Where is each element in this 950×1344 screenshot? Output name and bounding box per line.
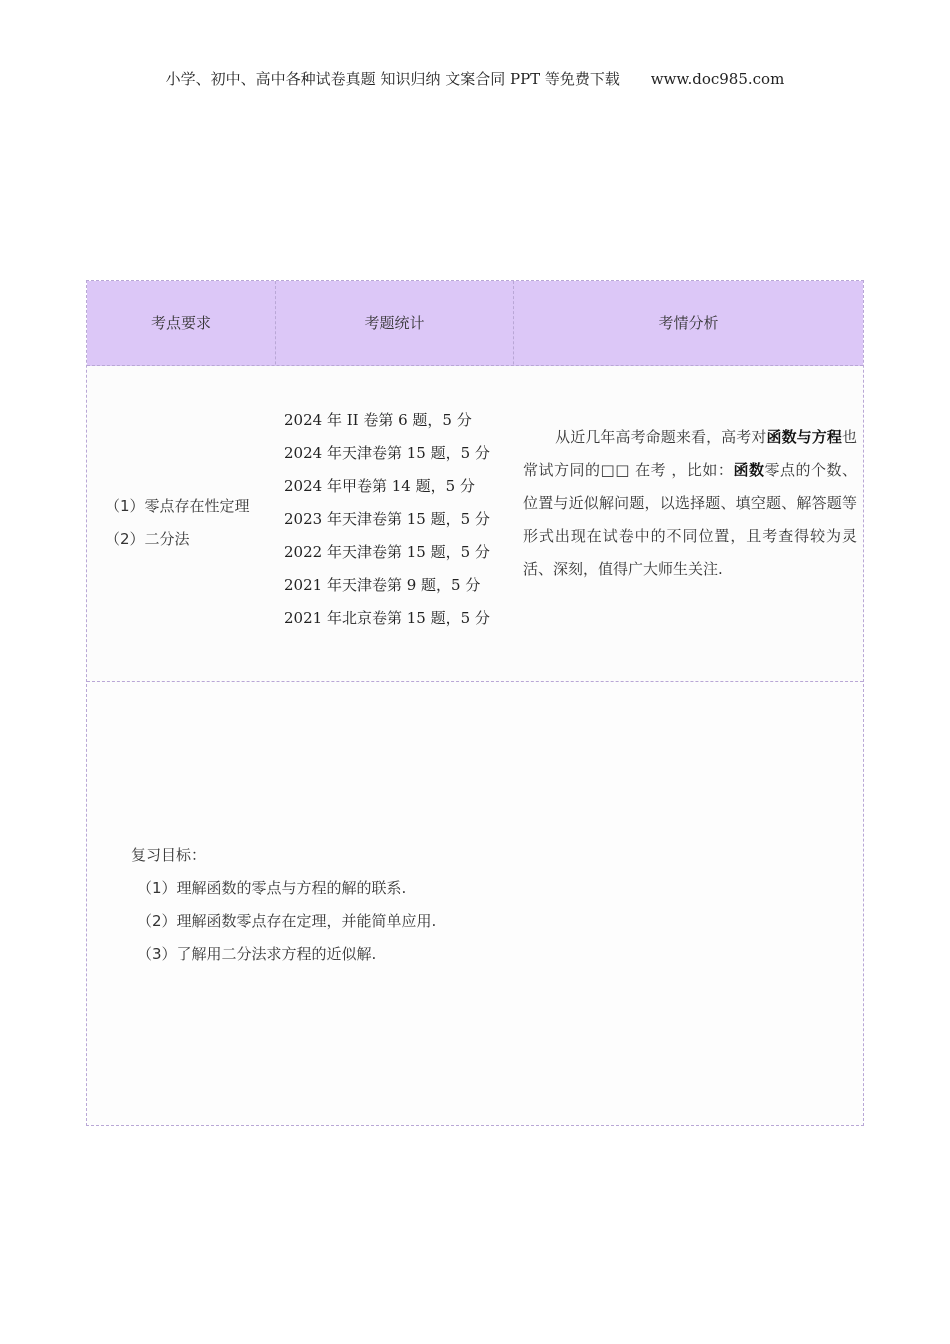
stat-item: 2024 年甲卷第 14 题，5 分	[284, 477, 475, 495]
stat-item: 2024 年 II 卷第 6 题，5 分	[284, 411, 472, 429]
goal-item: （3）了解用二分法求方程的近似解.	[137, 945, 377, 963]
stat-item: 2021 年天津卷第 9 题，5 分	[284, 576, 481, 594]
analysis-mid1: 也常试方同的□□ 在考 ，比如：	[523, 428, 857, 479]
goal-item: （1）理解函数的零点与方程的解的联系.	[137, 879, 407, 897]
requirement-item: （1）零点存在性定理	[105, 497, 250, 515]
requirements-cell	[105, 490, 250, 556]
stat-item: 2021 年北京卷第 15 题，5 分	[284, 609, 490, 627]
table-body-row	[87, 366, 863, 682]
statistics-cell	[284, 404, 490, 635]
header-text: 小学、初中、高中各种试卷真题 知识归纳 文案合同 PPT 等免费下载	[165, 70, 620, 88]
requirement-item: （2）二分法	[105, 530, 190, 548]
review-goals-title: 复习目标：	[131, 846, 207, 864]
stat-item: 2024 年天津卷第 15 题，5 分	[284, 444, 490, 462]
stat-item: 2022 年天津卷第 15 题，5 分	[284, 543, 490, 561]
header-requirements: 考点要求	[150, 314, 211, 332]
header-statistics: 考题统计	[364, 314, 425, 332]
section-badge	[0, 138, 950, 228]
page-header	[0, 68, 950, 89]
stat-item: 2023 年天津卷第 15 题，5 分	[284, 510, 490, 528]
review-goals-row	[87, 682, 863, 1125]
exam-analysis-table	[86, 280, 864, 1126]
analysis-bold-function-equation: 函数与方程	[766, 428, 842, 446]
analysis-cell	[523, 421, 857, 586]
header-site: www.doc985.com	[650, 70, 785, 88]
table-header-row	[87, 281, 863, 366]
analysis-intro: 从近几年高考命题来看，高考对	[555, 428, 767, 446]
header-analysis: 考情分析	[658, 314, 719, 332]
analysis-bold-function: 函数	[733, 461, 765, 479]
goal-item: （2）理解函数零点存在定理，并能简单应用.	[137, 912, 437, 930]
analysis-rest: 零点的个数、位置与近似解问题，以选择题、填空题、解答题等形式出现在试卷中的不同位置，且考查得较为灵活、深刻，值得广大师生关注.	[523, 461, 857, 578]
review-goals	[129, 839, 436, 971]
